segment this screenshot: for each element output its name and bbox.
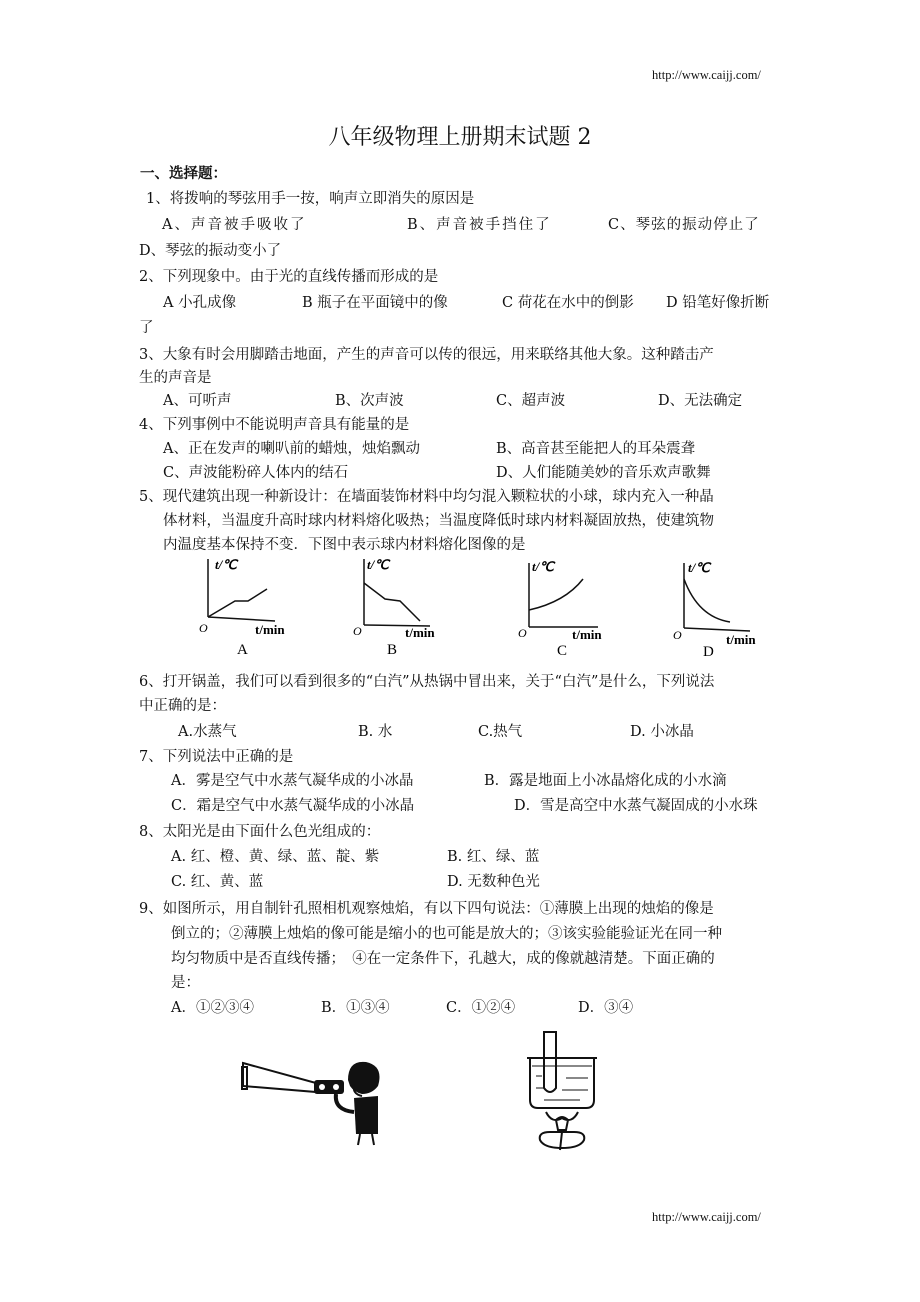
camera-tube [243, 1063, 316, 1092]
section-heading: 一、选择题： [140, 166, 227, 182]
question-3-stem-line1: 3、大象有时会用脚踏击地面，产生的声音可以传的很远，用来联络其他大象。这种踏击产 [139, 347, 714, 363]
graph-a [195, 555, 305, 660]
question-1-option-c: C、琴弦的振动停止了 [608, 217, 760, 233]
question-2-option-c: C 荷花在水中的倒影 [502, 295, 634, 311]
origin-label: O [518, 626, 527, 640]
question-7-option-c: C．霜是空气中水蒸气凝华成的小冰晶 [171, 798, 415, 814]
header-url: http://www.caijj.com/ [652, 68, 761, 82]
question-3-option-a: A、可听声 [163, 393, 232, 409]
question-2-option-d: D 铅笔好像折断 [666, 295, 770, 311]
question-9-stem-line4: 是： [171, 975, 200, 991]
flame-icon [546, 1112, 578, 1130]
question-2-option-b: B 瓶子在平面镜中的像 [302, 295, 448, 311]
graph-c [510, 557, 620, 662]
question-3-option-b: B、次声波 [335, 393, 404, 409]
graph-b [350, 555, 460, 660]
question-9-stem-line1: 9、如图所示，用自制针孔照相机观察烛焰，有以下四句说法：①薄膜上出现的烛焰的像是 [139, 901, 714, 917]
question-6-stem-line2: 中正确的是： [139, 698, 226, 714]
question-1-option-a: A、声音被手吸收了 [162, 217, 307, 233]
question-3-stem-line2: 生的声音是 [139, 370, 212, 386]
person-head-icon [348, 1062, 380, 1094]
question-9-stem-line2: 倒立的；②薄膜上烛焰的像可能是缩小的也可能是放大的；③该实验能验证光在同一种 [171, 926, 722, 942]
footer-url: http://www.caijj.com/ [652, 1210, 761, 1224]
x-axis [208, 617, 275, 621]
page-title: 八年级物理上册期末试题 2 [328, 125, 592, 150]
pinhole-camera-illustration [238, 1050, 388, 1150]
question-6-option-b: B. 水 [358, 724, 393, 740]
person-body [354, 1096, 378, 1134]
question-8-option-b: B. 红、绿、蓝 [447, 849, 540, 865]
question-2-option-d-continuation: 了 [139, 320, 154, 336]
x-label: t/min [726, 632, 756, 647]
question-9-stem-line3: 均匀物质中是否直线传播； ④在一定条件下，孔越大，成的像就越清楚。下面正确的 [171, 951, 715, 967]
question-9-option-b: B．①③④ [321, 1000, 390, 1016]
graph-label: B [387, 642, 398, 658]
x-label: t/min [255, 622, 285, 637]
question-1-stem: 1、将拨响的琴弦用手一按，响声立即消失的原因是 [146, 191, 475, 207]
question-8-option-d: D. 无数种色光 [447, 874, 540, 890]
question-4-option-c: C、声波能粉碎人体内的结石 [163, 465, 349, 481]
graph-d [670, 557, 780, 662]
y-label: t/℃ [688, 560, 710, 575]
graph-label: D [703, 644, 714, 660]
graph-label: C [557, 643, 568, 659]
question-9-option-a: A．①②③④ [171, 1000, 254, 1016]
curve [529, 579, 583, 610]
curve [208, 589, 267, 617]
question-6-stem-line1: 6、打开锅盖，我们可以看到很多的“白汽”从热锅中冒出来，关于“白汽”是什么，下列说法 [139, 674, 715, 690]
question-9-option-d: D．③④ [578, 1000, 634, 1016]
question-4-stem: 4、下列事例中不能说明声音具有能量的是 [139, 417, 410, 433]
curve [364, 583, 420, 621]
y-label: t/℃ [367, 557, 389, 572]
question-5-stem-line1: 5、现代建筑出现一种新设计：在墙面装饰材料中均匀混入颗粒状的小球，球内充入一种晶 [139, 489, 714, 505]
question-9-option-c: C．①②④ [446, 1000, 516, 1016]
y-label: t/℃ [532, 559, 554, 574]
question-7-option-a: A．雾是空气中水蒸气凝华成的小冰晶 [171, 773, 414, 789]
origin-label: O [353, 624, 362, 638]
question-6-option-d: D. 小冰晶 [630, 724, 694, 740]
x-label: t/min [405, 625, 435, 640]
question-2-option-a: A 小孔成像 [163, 295, 237, 311]
question-4-option-b: B、高音甚至能把人的耳朵震聋 [496, 441, 696, 457]
curve [684, 579, 730, 622]
question-7-option-d: D．雪是高空中水蒸气凝固成的小水珠 [514, 798, 758, 814]
question-7-option-b: B．露是地面上小冰晶熔化成的小水滴 [484, 773, 727, 789]
question-8-stem: 8、太阳光是由下面什么色光组成的： [139, 824, 381, 840]
question-1-option-d: D、琴弦的振动变小了 [139, 243, 282, 259]
origin-label: O [199, 621, 208, 635]
question-5-stem-line2: 体材料，当温度升高时球内材料熔化吸热；当温度降低时球内材料凝固放热，使建筑物 [163, 513, 714, 529]
question-6-option-c: C.热气 [478, 724, 523, 740]
question-3-option-c: C、超声波 [496, 393, 566, 409]
question-8-option-a: A. 红、橙、黄、绿、蓝、靛、紫 [171, 849, 380, 865]
test-tube [544, 1032, 556, 1092]
question-5-stem-line3: 内温度基本保持不变．下图中表示球内材料熔化图像的是 [163, 537, 526, 553]
question-4-option-d: D、人们能随美妙的音乐欢声歌舞 [496, 465, 711, 481]
x-axis [684, 628, 750, 631]
x-label: t/min [572, 627, 602, 642]
question-2-stem: 2、下列现象中。由于光的直线传播而形成的是 [139, 269, 439, 285]
question-7-stem: 7、下列说法中正确的是 [139, 749, 294, 765]
question-4-option-a: A、正在发声的喇叭前的蜡烛，烛焰飘动 [163, 441, 420, 457]
y-label: t/℃ [215, 557, 237, 572]
graph-label: A [237, 642, 248, 658]
question-3-option-d: D、无法确定 [658, 393, 743, 409]
question-8-option-c: C. 红、黄、蓝 [171, 874, 264, 890]
question-6-option-a: A.水蒸气 [178, 724, 237, 740]
question-1-option-b: B、声音被手挡住了 [407, 217, 552, 233]
beaker-heating-illustration [522, 1028, 602, 1153]
origin-label: O [673, 628, 682, 642]
